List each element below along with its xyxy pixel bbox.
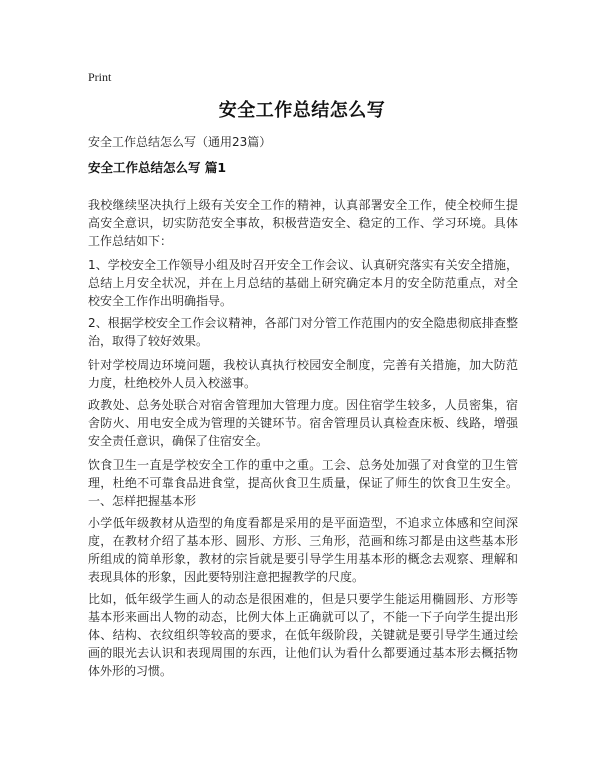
paragraph: 比如，低年级学生画人的动态是很困难的，但是只要学生能运用椭圆形、方形等基本形来画出人物的动态，比例大体上正确就可以了，不能一下子向学生提出形体、结构、衣纹组织等较高的要求，在低年级阶段，关键就是要引导学生通过绘画的眼光去认识和表现周围的东西，让他们认为看什么都要通过基本形去概括物体外形的习惯。 [88, 592, 518, 678]
document-subtitle: 安全工作总结怎么写（通用23篇） [88, 135, 272, 149]
paragraph: 2、根据学校安全工作会议精神，各部门对分管工作范围内的安全隐患彻底排查整治，取得了较好效果。 [88, 316, 518, 348]
paragraph: 饮食卫生一直是学校安全工作的重中之重。工会、总务处加强了对食堂的卫生管理，杜绝不可靠食品进食堂，提高伙食卫生质量，保证了师生的饮食卫生安全。一、怎样把握基本形 [88, 458, 518, 508]
paragraph: 1、学校安全工作领导小组及时召开安全工作会议、认真研究落实有关安全措施，总结上月安全状况，并在上月总结的基础上研究确定本月的安全防范重点，对全校安全工作作出明确指导。 [88, 258, 518, 308]
paragraph: 小学低年级教材从造型的角度看都是采用的是平面造型，不追求立体感和空间深度，在教材介绍了基本形、圆形、方形、三角形，范画和练习都是由这些基本形所组成的简单形象，教材的宗旨就是要引导学生用基本形的概念去观察、理解和表现具体的形象，因此要特别注意把握教学的尺度。 [88, 516, 518, 584]
document-title: 安全工作总结怎么写 [218, 100, 386, 121]
paragraph: 政教处、总务处联合对宿舍管理加大管理力度。因住宿学生较多，人员密集，宿舍防火、用电安全成为管理的关键环节。宿舍管理员认真检查床板、线路，增强安全责任意识，确保了住宿安全。 [88, 398, 518, 448]
paragraph: 针对学校周边环境问题，我校认真执行校园安全制度，完善有关措施，加大防范力度，杜绝校外人员入校滋事。 [88, 358, 518, 390]
paragraph: 我校继续坚决执行上级有关安全工作的精神，认真部署安全工作，使全校师生提高安全意识，切实防范安全事故，积极营造安全、稳定的工作、学习环境。具体工作总结如下： [88, 198, 518, 248]
print-label: Print [88, 70, 112, 84]
section-heading: 安全工作总结怎么写 篇1 [88, 160, 227, 175]
